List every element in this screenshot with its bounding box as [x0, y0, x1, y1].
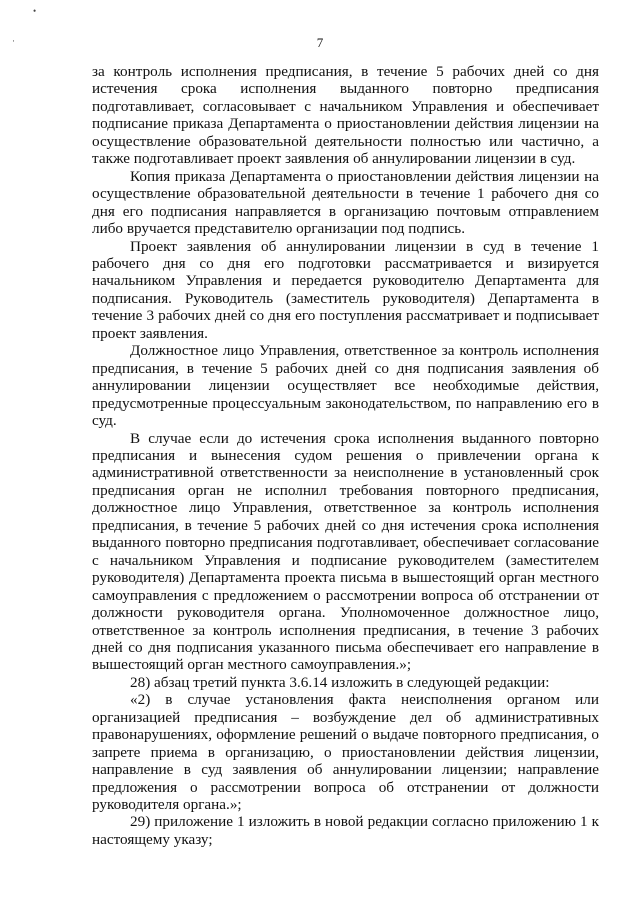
paragraph-7: «2) в случае установления факта неисполнения органом или организацией предписания – возбуждение дел об административных правонарушениях, оформление решений о выдаче повторного предписания, о запрете приема в организацию, о приостановлении действия лицензии, направление в суд заявления об аннулировании лицензии; направление предложения о рассмотрении вопроса об отстранении от должности руководителя органа.»;	[92, 691, 599, 814]
page-number: 7	[316, 35, 324, 50]
paragraph-6: 28) абзац третий пункта 3.6.14 изложить в следующей редакции:	[130, 673, 550, 691]
paragraph-3: Проект заявления об аннулировании лицензии в суд в течение 1 рабочего дня со дня его подготовки рассматривается и визируется начальником Управления и передается руководителю Департамента для подписания. Руководитель (заместитель руководителя) Департамента в течение 3 рабочих дней со дня его поступления рассматривает и подписывает проект заявления.	[92, 237, 599, 342]
scan-mark-dot: •	[33, 6, 37, 16]
paragraph-5: В случае если до истечения срока исполнения выданного повторно предписания и вынесения судом решения о привлечении органа к административной ответственности за неисполнение в установленный срок предписания орган не исполнил требования повторного предписания, должностное лицо Управления, ответственное за контроль исполнения предписания, в течение 5 рабочих дней со дня истечения срока исполнения выданного повторно предписания подготавливает, обеспечивает согласование с начальником Управления и подписание руководителем (заместителем руководителя) Департамента проекта письма в вышестоящий орган местного самоуправления с предложением о рассмотрении вопроса об отстранении от должности руководителя органа. Уполномоченное должностное лицо, ответственное за контроль исполнения предписания, в течение 3 рабочих дней со дня подписания указанного письма обеспечивает его направление в вышестоящий орган местного самоуправления.»;	[92, 429, 599, 674]
scan-mark-tick: ·	[12, 36, 15, 46]
paragraph-1: за контроль исполнения предписания, в течение 5 рабочих дней со дня истечения срока исполнения выданного повторно предписания подготавливает, согласовывает с начальником Управления и обеспечивает подписание приказа Департамента о приостановлении действия лицензии на осуществление образовательной деятельности полностью или частично, а также подготавливает проект заявления об аннулировании лицензии в суд.	[92, 63, 599, 168]
paragraph-8: 29) приложение 1 изложить в новой редакции согласно приложению 1 к настоящему указу;	[92, 813, 599, 848]
document-body	[92, 63, 599, 848]
paragraph-4: Должностное лицо Управления, ответственное за контроль исполнения предписания, в течение 5 рабочих дней со дня подписания заявления об аннулировании лицензии осуществляет все необходимые действия, предусмотренные процессуальным законодательством, по направлению его в суд.	[92, 342, 599, 430]
paragraph-2: Копия приказа Департамента о приостановлении действия лицензии на осуществление образовательной деятельности в течение 1 рабочего дня со дня его подписания направляется в организацию почтовым отправлением либо вручается представителю организации под подпись.	[92, 167, 599, 238]
